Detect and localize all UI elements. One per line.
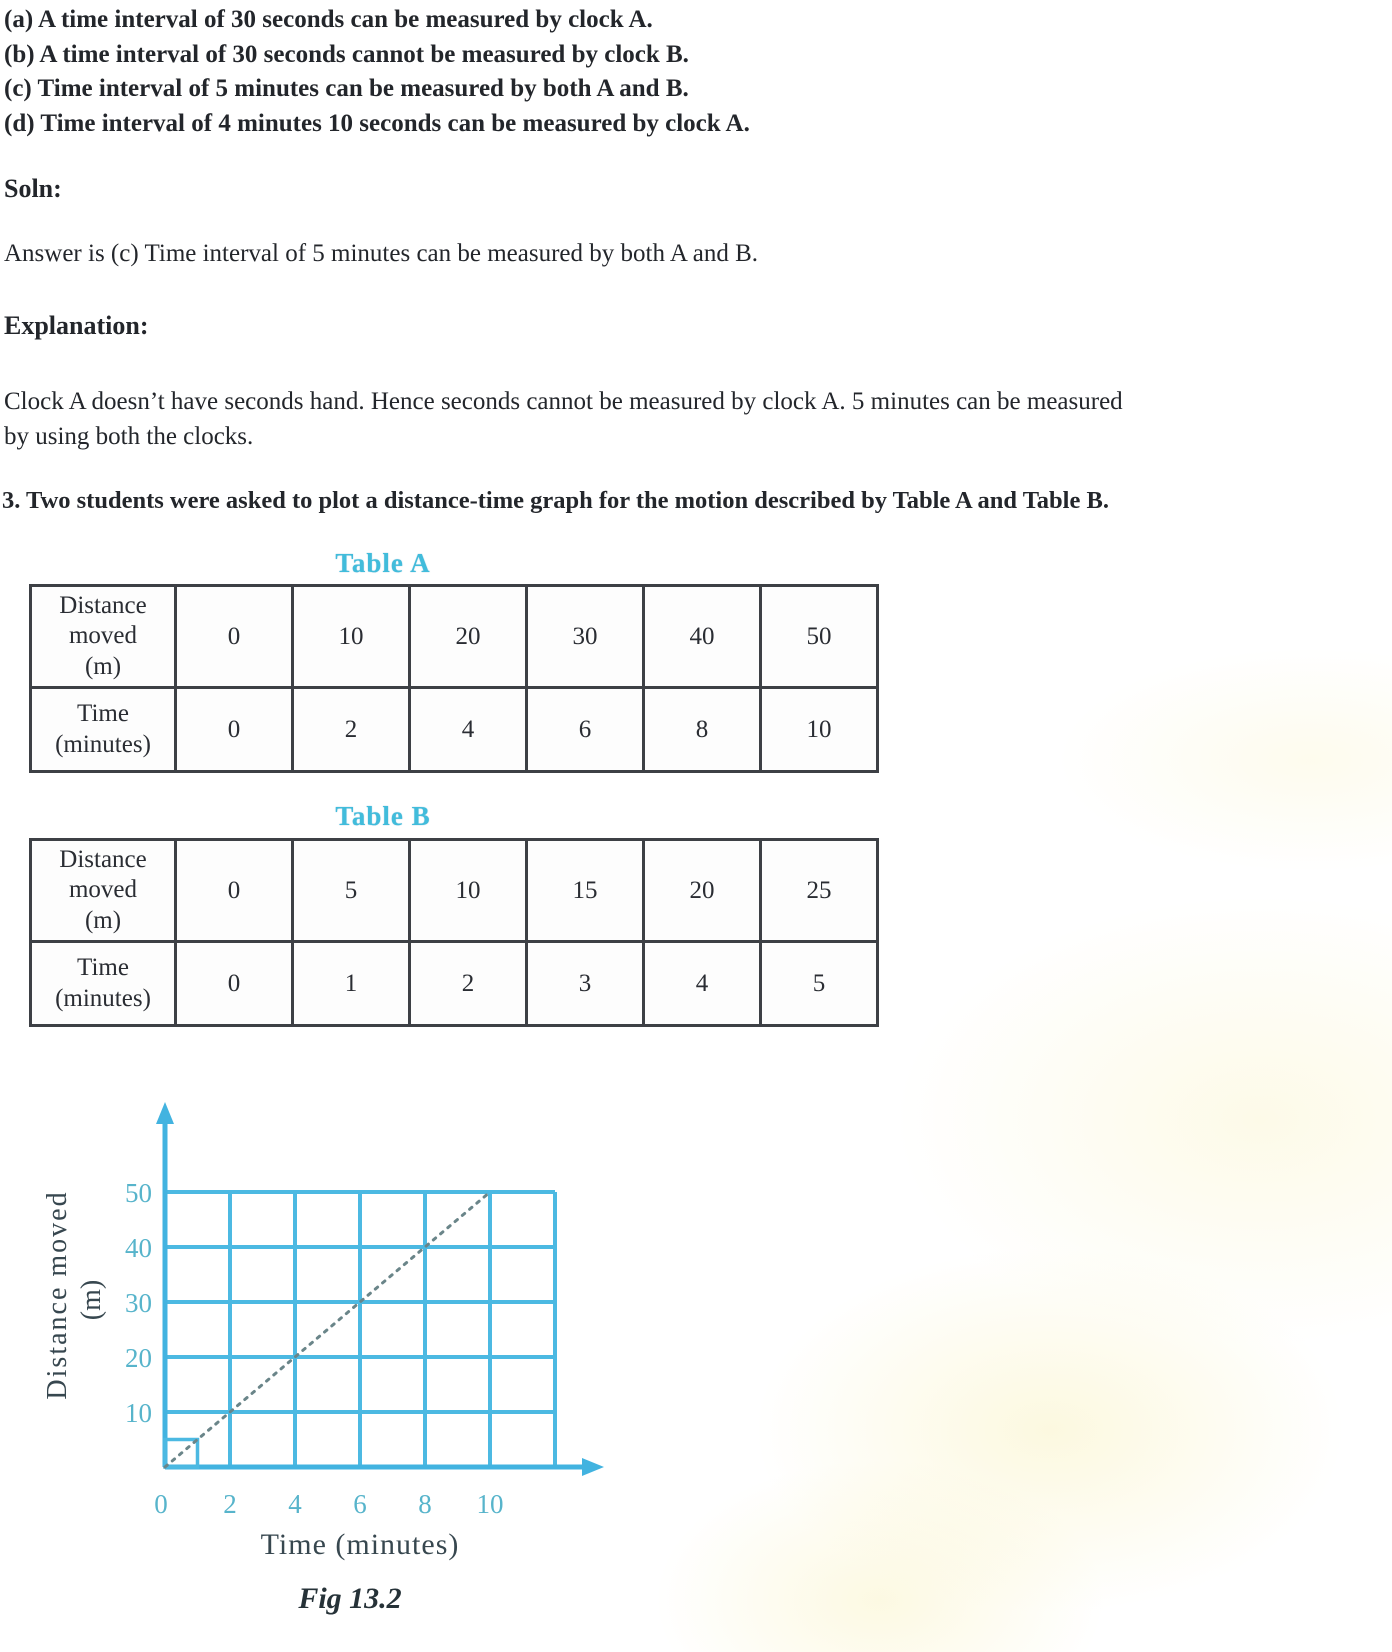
distance-time-graph <box>0 1090 640 1580</box>
table-cell: 6 <box>527 688 644 772</box>
y-axis-arrow-icon <box>156 1102 174 1124</box>
header-line: Time <box>77 954 129 981</box>
x-tick: 4 <box>288 1489 302 1519</box>
table-cell: 10 <box>410 840 527 942</box>
table-b-title: Table B <box>335 801 431 831</box>
table-cell: 0 <box>176 840 293 942</box>
header-line: Time <box>77 700 129 727</box>
y-tick: 40 <box>125 1233 152 1263</box>
table-b-row2-header <box>31 942 176 1026</box>
y-axis-unit-label: (m) <box>76 1279 107 1321</box>
y-tick: 20 <box>125 1343 152 1373</box>
table-cell: 30 <box>527 586 644 688</box>
header-line: (minutes) <box>55 984 151 1012</box>
table-cell: 0 <box>176 586 293 688</box>
table-cell: 15 <box>527 840 644 942</box>
x-tick-labels <box>154 1489 503 1519</box>
table-b <box>29 838 879 1027</box>
table-cell: 10 <box>761 688 878 772</box>
option-c: (c) Time interval of 5 minutes can be measured by both A and B. <box>4 75 689 102</box>
figure-caption: Fig 13.2 <box>298 1582 402 1615</box>
table-cell: 0 <box>176 688 293 772</box>
plotted-dotted-line <box>165 1192 490 1467</box>
table-cell: 2 <box>293 688 410 772</box>
table-cell: 40 <box>644 586 761 688</box>
x-tick: 8 <box>418 1489 432 1519</box>
header-line: Distance <box>59 845 147 873</box>
table-row <box>31 586 878 688</box>
table-cell: 20 <box>644 840 761 942</box>
header-line: (m) <box>84 906 122 934</box>
table-row <box>31 840 878 942</box>
table-cell: 2 <box>410 942 527 1026</box>
x-tick: 10 <box>476 1489 504 1519</box>
table-cell: 25 <box>761 840 878 942</box>
header-line: (m) <box>84 652 122 680</box>
soln-heading: Soln: <box>4 174 62 203</box>
header-line: (minutes) <box>55 730 151 758</box>
y-tick-labels <box>125 1178 152 1428</box>
grid-lines <box>165 1192 555 1467</box>
table-b-row1-header <box>31 840 176 942</box>
y-tick: 10 <box>125 1398 152 1428</box>
explanation-line-2: by using both the clocks. <box>4 423 254 450</box>
y-tick: 50 <box>125 1178 152 1208</box>
table-cell: 20 <box>410 586 527 688</box>
table-cell: 4 <box>644 942 761 1026</box>
table-a-title: Table A <box>335 548 431 578</box>
table-a-row1-header <box>31 586 176 688</box>
header-line: moved <box>68 622 138 650</box>
option-b: (b) A time interval of 30 seconds cannot be measured by clock B. <box>4 40 689 68</box>
answer-line: Answer is (c) Time interval of 5 minutes can be measured by both A and B. <box>4 240 759 267</box>
table-cell: 5 <box>761 942 878 1026</box>
table-cell: 5 <box>293 840 410 942</box>
explanation-line-1: Clock A doesn’t have seconds hand. Hence seconds cannot be measured by clock A. 5 minutes can be measured <box>4 388 1123 415</box>
table-row <box>31 942 878 1026</box>
table-cell: 50 <box>761 586 878 688</box>
table-cell: 3 <box>527 942 644 1026</box>
x-axis-label: Time (minutes) <box>260 1528 460 1561</box>
x-tick: 2 <box>223 1489 237 1519</box>
table-row <box>31 688 878 772</box>
y-tick: 30 <box>125 1288 152 1318</box>
table-cell: 8 <box>644 688 761 772</box>
table-a <box>29 584 879 773</box>
x-axis-arrow-icon <box>582 1458 604 1476</box>
table-cell: 10 <box>293 586 410 688</box>
table-cell: 0 <box>176 942 293 1026</box>
explanation-paragraph <box>4 384 1123 454</box>
option-a: (a) A time interval of 30 seconds can be measured by clock A. <box>4 6 653 33</box>
question-3: 3. Two students were asked to plot a distance-time graph for the motion described by Table A and Table B. <box>2 487 1109 514</box>
x-tick: 6 <box>353 1489 367 1519</box>
explanation-heading: Explanation: <box>4 311 149 340</box>
table-a-row2-header <box>31 688 176 772</box>
table-cell: 4 <box>410 688 527 772</box>
mcq-options-block <box>4 3 750 141</box>
option-d: (d) Time interval of 4 minutes 10 seconds can be measured by clock A. <box>4 109 750 137</box>
header-line: Distance <box>59 591 147 619</box>
x-tick: 0 <box>154 1489 168 1519</box>
table-cell: 1 <box>293 942 410 1026</box>
y-axis-label: Distance moved <box>42 1190 73 1400</box>
header-line: moved <box>68 876 138 904</box>
